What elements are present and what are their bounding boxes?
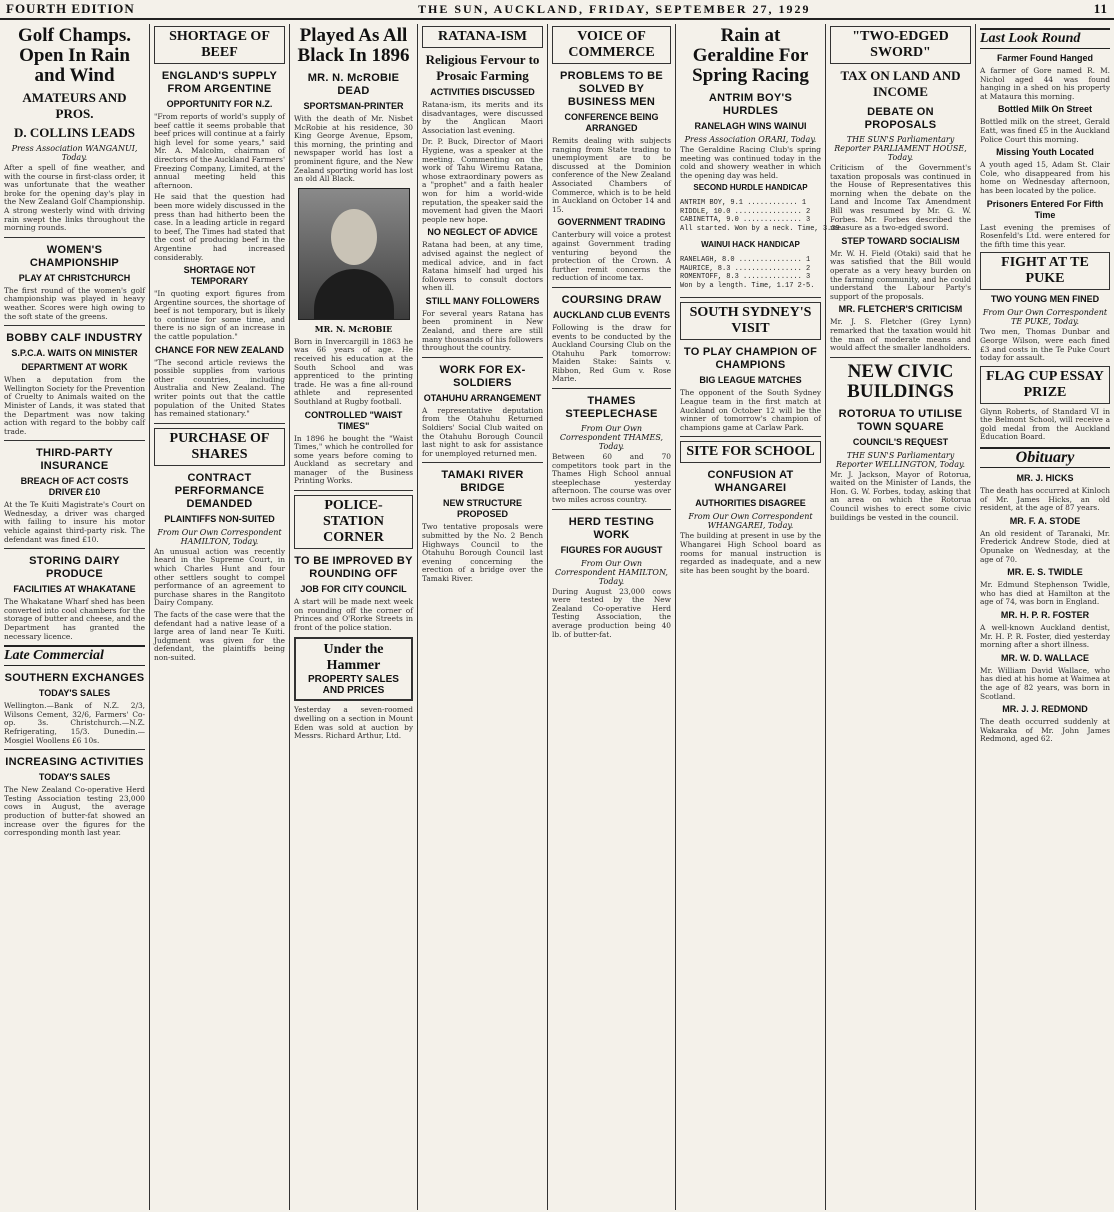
sydney-subhead-2: BIG LEAGUE MATCHES [699, 375, 802, 386]
coursing-headline: COURSING DRAW [561, 293, 662, 306]
sword-article-3: Mr. J. S. Fletcher (Grey Lynn) remarked that the taxation would hit the man of moderate means and would affect the smaller landholders. [830, 317, 971, 353]
ex-soldiers-subhead: OTAHUHU ARRANGEMENT [423, 392, 542, 403]
portrait-caption: MR. N. McROBIE [314, 323, 393, 334]
mcrobie-subhead-2: SPORTSMAN-PRINTER [303, 101, 404, 111]
shortage-subhead: SHORTAGE NOT TEMPORARY [183, 265, 256, 287]
te-puke-subhead: TWO YOUNG MEN FINED [990, 294, 1100, 305]
brief-1-title: Farmer Found Hanged [996, 53, 1093, 63]
commerce-article-1: Remits dealing with subjects ranging from State trading to unemployment are to be discussed at the Dominion conference of the New Zealand Associated Chambers of Commerce, which is to be held in Auckland on October 14 and 15. [552, 136, 671, 214]
last-look-title: Last Look Round [980, 28, 1110, 49]
police-headline: POLICE-STATION CORNER [294, 495, 413, 549]
beef-subhead: ENGLAND'S SUPPLY FROM ARGENTINE [161, 70, 278, 95]
portrait-photo [298, 188, 410, 320]
obit-2-name: MR. F. A. STODE [1009, 515, 1081, 526]
commerce-subhead-2: CONFERENCE BEING ARRANGED [564, 112, 659, 133]
hammer-box [294, 637, 413, 701]
brief-1-text: A farmer of Gore named R. M. Nichol aged 44 was found hanging in a shed on his property at Mataura this morning. [980, 66, 1110, 101]
beef-article-3: "In quoting export figures from Argentine sources, the shortage of beef is not temporary, but is likely to continue for some time, and there is no sign of an increase in the cattle population." [154, 289, 285, 342]
bobby-subhead-2: DEPARTMENT AT WORK [21, 362, 128, 373]
fletcher-subhead: MR. FLETCHER'S CRITICISM [838, 304, 963, 315]
civic-subhead: ROTORUA TO UTILISE TOWN SQUARE [838, 407, 963, 433]
page-number: 11 [1093, 1, 1108, 16]
golf-subhead: AMATEURS AND PROS. [22, 90, 127, 121]
women-subhead: PLAY AT CHRISTCHURCH [18, 272, 131, 283]
ex-soldiers-headline: WORK FOR EX-SOLDIERS [439, 363, 526, 389]
steeplechase-dateline: From Our Own Correspondent THAMES, Today. [559, 424, 664, 452]
masthead [0, 0, 1114, 20]
exchanges-subhead: TODAY'S SALES [38, 688, 111, 699]
ex-soldiers-article: A representative deputation from the Otahuhu Returned Soldiers' Social Club waited on the Otahuhu Borough Council last night to ask for assistance for unemployed returned men. [422, 405, 543, 458]
waist-times-subhead: CONTROLLED "WAIST TIMES" [304, 409, 403, 431]
wainui-results: RANELAGH, 8.0 ............... 1 MAURICE, 8.3 ................ 2 ROMENTOFF, 8.3 .............. 3 Won by a length. Time, 1.17 2-5. [680, 256, 815, 290]
sydney-headline: SOUTH SYDNEY'S VISIT [680, 302, 821, 340]
obit-3-name: MR. E. S. TWIDLE [1007, 567, 1083, 578]
column-2 [150, 24, 290, 1210]
obit-5-name: MR. W. D. WALLACE [1001, 652, 1089, 663]
followers-subhead: STILL MANY FOLLOWERS [425, 295, 540, 306]
sword-dateline: THE SUN'S Parliamentary Reporter PARLIAMENT HOUSE, Today. [834, 135, 967, 162]
sword-article-2: Mr. W. H. Field (Otaki) said that he was satisfied that the Bill would operate as a very heavy burden on the farming community, and he could understand the Labour Party's support of the proposals. [830, 248, 971, 301]
herd-dateline: From Our Own Correspondent HAMILTON, Today. [555, 558, 668, 586]
police-subhead: TO BE IMPROVED BY ROUNDING OFF [294, 555, 413, 581]
ratana-article-3: Ratana had been, at any time, advised against the neglect of medical advice, and in fact Ratana himself had urged his followers to consult doctors when ill. [422, 240, 543, 293]
bridge-headline: TAMAKI RIVER BRIDGE [441, 469, 524, 495]
hurdle-results: ANTRIM BOY, 9.1 ............ 1 RIDDLE, 10.0 ................ 2 CABINETTA, 9.0 .............. 3 All started. Won by a neck. Time, 3.39. [680, 199, 844, 233]
essay-article: Glynn Roberts, of Standard VI in the Belmont School, will receive a gold medal from the Auckland Education Board. [980, 406, 1110, 442]
steeplechase-headline: THAMES STEEPLECHASE [565, 395, 658, 421]
obit-2-text: An old resident of Taranaki, Mr. Frederick Andrew Stode, died at Opunake on Wednesday, at the age of 70. [980, 528, 1110, 564]
obit-1-name: MR. J. HICKS [1016, 473, 1074, 484]
coursing-article: Following is the draw for events to be conducted by the Auckland Coursing Club on the Otahuhu Park tomorrow: Maiden Stake: Saints v. Ribbon, Red Gum v. Rose Marie. [552, 322, 671, 384]
ratana-subhead-2: ACTIVITIES DISCUSSED [430, 87, 535, 97]
bobby-headline: BOBBY CALF INDUSTRY [6, 332, 143, 345]
commerce-article-2: Canterbury will voice a protest against Government trading venturing beyond the protection of the Crown. A further remit concerns the reduction of income tax. [552, 230, 671, 283]
newspaper-dateline: THE SUN, AUCKLAND, FRIDAY, SEPTEMBER 27, 1929 [417, 1, 811, 16]
gov-trading-subhead: GOVERNMENT TRADING [557, 217, 666, 228]
school-subhead-2: AUTHORITIES DISAGREE [695, 498, 806, 509]
bridge-subhead: NEW STRUCTURE PROPOSED [443, 498, 522, 520]
school-headline: SITE FOR SCHOOL [680, 441, 821, 463]
herd-headline: HERD TESTING WORK [568, 515, 655, 541]
chance-subhead: CHANCE FOR NEW ZEALAND [155, 344, 284, 355]
brief-2-title: Bottled Milk On Street [997, 104, 1092, 115]
bridge-article: Two tentative proposals were submitted by the No. 2 Bench Highways Council to the Otahuhu Borough Council last evening concerning the erection of a bridge over the Tamaki River. [422, 522, 543, 583]
school-subhead: CONFUSION AT WHANGAREI [707, 469, 794, 495]
obit-4-text: A well-known Auckland dentist, Mr. H. P. R. Foster, died yesterday morning after a short illness. [980, 623, 1110, 650]
school-article: The building at present in use by the Whangarei High School board as rooms for manual instruction is regarded as inadequate, and a new site has been sought by the board. [680, 531, 821, 575]
sword-headline: "TWO-EDGED SWORD" [830, 26, 971, 64]
brief-3-text: A youth aged 15, Adam St. Clair Cole, who disappeared from his home on Wednesday afternoon, has been located by the police. [980, 160, 1110, 195]
golf-headline: Golf Champs. Open In Rain and Wind [18, 25, 131, 86]
civic-article: Mr. J. Jackson, Mayor of Rotorua, waited on the Minister of Lands, the Hon. G. W. Forbes, today, asking that an area on which the Rotorua Council wishes to erect some civic buildings be vested in the council. [830, 469, 971, 522]
police-subhead-2: JOB FOR CITY COUNCIL [300, 584, 407, 595]
women-headline: WOMEN'S CHAMPIONSHIP [29, 243, 120, 269]
column-7 [826, 24, 976, 1210]
obit-1-text: The death has occurred at Kinloch of Mr. James Hicks, an old resident, at the age of 87 years. [980, 486, 1110, 513]
golf-subhead-2: D. COLLINS LEADS [13, 125, 135, 140]
column-3 [290, 24, 418, 1210]
racing-dateline: Press Association ORARI, Today. [684, 135, 817, 144]
bobby-subhead: S.P.C.A. WAITS ON MINISTER [11, 348, 138, 359]
column-8 [976, 24, 1114, 1210]
sword-subhead-2: DEBATE ON PROPOSALS [864, 106, 937, 131]
beef-headline: SHORTAGE OF BEEF [154, 26, 285, 64]
coursing-subhead: AUCKLAND CLUB EVENTS [553, 309, 670, 320]
insurance-subhead: BREACH OF ACT COSTS DRIVER £10 [20, 476, 129, 498]
school-dateline: From Our Own Correspondent WHANGAREI, Today. [688, 512, 813, 531]
hammer-title: Under the Hammer [323, 642, 384, 674]
shares-subhead-2: PLAINTIFFS NON-SUITED [164, 513, 275, 524]
obit-4-name: MR. H. P. R. FOSTER [1000, 610, 1090, 620]
insurance-headline: THIRD-PARTY INSURANCE [35, 447, 114, 473]
ratana-article-1: Ratana-ism, its merits and its disadvantages, were discussed by the Anglican Maori Association last evening. [422, 100, 543, 135]
civic-subhead-2: COUNCIL'S REQUEST [852, 436, 949, 447]
beef-article-4: "The second article reviews the possible supplies from various other countries, including Australia and New Zealand. The writer points out that the cattle population of the United States has remained stationary." [154, 357, 285, 419]
activities-subhead: TODAY'S SALES [38, 772, 111, 783]
commerce-headline: VOICE OF COMMERCE [552, 26, 671, 64]
column-5 [548, 24, 676, 1210]
column-4 [418, 24, 548, 1210]
mcrobie-headline: Played As All Black In 1896 [297, 25, 410, 66]
beef-subhead-2: OPPORTUNITY FOR N.Z. [166, 99, 273, 109]
sydney-subhead: TO PLAY CHAMPION OF CHAMPIONS [683, 346, 818, 372]
obit-5-text: Mr. William David Wallace, who has died at his home at Waimea at the age of 82 years, was born in Scotland. [980, 665, 1110, 701]
shares-subhead: CONTRACT PERFORMANCE DEMANDED [174, 471, 265, 510]
brief-4-text: Last evening the premises of Rosenfeld's Ltd. were entered for the fifth time this year. [980, 222, 1110, 249]
dairy-subhead: FACILITIES AT WHAKATANE [13, 584, 136, 595]
mcrobie-article-1: With the death of Mr. Nisbet McRobie at his residence, 30 King George Avenue, Epsom, this morning, the printing and newspaper world has lost a prominent figure, and the New Zealand sporting world has lost an old All Black. [294, 114, 413, 184]
brief-3-title: Missing Youth Located [996, 147, 1094, 158]
golf-dateline: Press Association WANGANUI, Today. [11, 144, 138, 162]
racing-article: The Geraldine Racing Club's spring meeting was continued today in the cold and showery weather in which the opening day was held. [680, 145, 821, 180]
racing-headline: Rain at Geraldine For Spring Racing [692, 25, 809, 86]
shares-article-2: The facts of the case were that the defendant had a native lease of a large area of land near Te Kuiti. Judgment was given for the defendant, the plaintiffs being non-suited. [154, 609, 285, 662]
te-puke-dateline: From Our Own Correspondent TE PUKE, Today. [982, 308, 1108, 327]
mcrobie-article-2: Born in Invercargill in 1863 he was 66 years of age. He received his education at the South School and was apprenticed to the printing trade. He was a fine all-round athlete and represented Southland at Rugby football. [294, 336, 413, 406]
dairy-headline: STORING DAIRY PRODUCE [29, 555, 120, 581]
column-6 [676, 24, 844, 1210]
bobby-article: When a deputation from the Wellington Society for the Prevention of Cruelty to Animals waited on the Minister of Lands, it was stated that the Department was now taking action with regard to the bobby calf trade. [4, 375, 145, 436]
racing-subhead: ANTRIM BOY'S HURDLES [708, 92, 793, 117]
mcrobie-article-3: In 1896 he bought the "Waist Times," which he controlled for some years before coming to Auckland as secretary and manager of the Business Printing Works. [294, 433, 413, 486]
ratana-subhead: Religious Fervour to Prosaic Farming [425, 52, 540, 83]
wainui-results-title: WAINUI HACK HANDICAP [701, 240, 800, 250]
te-puke-article: Two men, Thomas Dunbar and George Wilson, were each fined £3 and costs in the Te Puke Court today for assault. [980, 327, 1110, 363]
civic-headline: NEW CIVIC BUILDINGS [847, 360, 954, 402]
shares-dateline: From Our Own Correspondent HAMILTON, Today. [157, 527, 282, 546]
sword-subhead: TAX ON LAND AND INCOME [840, 68, 961, 99]
dairy-article: The Whakatane Wharf shed has been converted into cool chambers for the storage of butter and cheese, and the Department has granted the necessary licence. [4, 597, 145, 641]
hammer-article: Yesterday a seven-roomed dwelling on a section in Mount Eden was sold at auction by Messrs. Richard Arthur, Ltd. [294, 705, 413, 741]
beef-article-2: He said that the question had been more widely discussed in the press than had hitherto been the case. In a leading article in regard to beef, The Times had stated that the cost of producing beef in the Argentine had increased considerably. [154, 192, 285, 262]
brief-2-text: Bottled milk on the street, Gerald Eatt, was fined £5 in the Auckland Police Court this morning. [980, 117, 1110, 144]
racing-subhead-2: RANELAGH WINS WAINUI [694, 121, 807, 131]
ratana-article-4: For several years Ratana has been prominent in New Zealand, and there are still many thousands of his followers throughout the country. [422, 308, 543, 353]
police-article: A start will be made next week on rounding off the corner of Princes and O'Rorke Streets in front of the police station. [294, 597, 413, 632]
hurdle-results-title: SECOND HURDLE HANDICAP [693, 183, 808, 193]
insurance-article: At the Te Kuiti Magistrate's Court on Wednesday, a driver was charged with failing to insure his motor vehicle against third-party risk. The defendant was fined £10. [4, 500, 145, 544]
socialism-subhead: STEP TOWARD SOCIALISM [841, 235, 960, 246]
exchanges-article: Wellington.—Bank of N.Z. 2/3, Wilsons Cement, 32/6, Farmers' Co-op. 3s. Christchurch.—N.Z. Refrigerating, 15/3. Dunedin.—Mosgiel Woollens £6 10s. [4, 701, 145, 745]
commercial-section-title: Late Commercial [4, 645, 145, 666]
ratana-article-2: Dr. P. Buck, Director of Maori Hygiene, was a speaker at the meeting. Commenting on the work of Tahu Wiremu Ratana, whose extraordinary powers as a "prophet" and a faith healer won for him a world-wide reputation, the speaker said the movement had given the Maori people new hope. [422, 137, 543, 224]
obit-6-text: The death occurred suddenly at Wakaraka of Mr. John James Redmond, aged 62. [980, 717, 1110, 744]
obit-3-text: Mr. Edmund Stephenson Twidle, who has died at Hamilton at the age of 74, was born in England. [980, 580, 1110, 607]
obit-6-name: MR. J. J. REDMOND [1002, 704, 1088, 715]
ratana-headline: RATANA-ISM [422, 26, 543, 48]
sword-article-1: Criticism of the Government's taxation proposals was continued in the House of Representatives this morning when the debate on the Land and Income Tax Amendment Bill was resumed by Mr. G. W. Forbes. Mr. Forbes described the measure as a two-edged sword. [830, 163, 971, 233]
column-1 [0, 24, 150, 1210]
newspaper-page [0, 24, 1114, 1210]
shares-headline: PURCHASE OF SHARES [154, 428, 285, 466]
essay-headline: FLAG CUP ESSAY PRIZE [980, 366, 1110, 404]
te-puke-headline: FIGHT AT TE PUKE [980, 252, 1110, 290]
activities-headline: INCREASING ACTIVITIES [5, 756, 144, 769]
exchanges-headline: SOUTHERN EXCHANGES [4, 672, 145, 685]
beef-article-1: "From reports of world's supply of beef cattle it seems probable that beef prices will continue at a fairly high level for some years," said Mr. A. Malcolm, chairman of directors of the Auckland Farmers' Freezing Company, Limited, at the annual meeting held this afternoon. [154, 112, 285, 190]
women-article: The first round of the women's golf championship was played in heavy weather. Scores were high owing to the soft state of the greens. [4, 285, 145, 321]
commerce-subhead: PROBLEMS TO BE SOLVED BY BUSINESS MEN [559, 70, 663, 108]
sydney-article: The opponent of the South Sydney League team in the first match at Auckland on October 12 will be the winner of tomorrow's champion of champions game at Carlaw Park. [680, 388, 821, 432]
shares-article-1: An unusual action was recently heard in the Supreme Court, in which Charles Hunt and four other settlers sought to compel performance of an agreement to purchase shares in the Rangitoto Dairy Company. [154, 546, 285, 608]
hammer-subtitle: PROPERTY SALES AND PRICES [308, 674, 399, 697]
neglect-subhead: NO NEGLECT OF ADVICE [427, 227, 538, 238]
herd-subhead: FIGURES FOR AUGUST [560, 544, 663, 555]
obituary-title: Obituary [980, 447, 1110, 468]
herd-article: During August 23,000 cows were tested by the New Zealand Co-operative Herd Testing Association, the average production being 40 lb. of butter-fat. [552, 586, 671, 639]
golf-article: After a spell of fine weather, and with the course in first-class order, it was unfortunate that the weather broke for the opening day's play in the New Zealand Golf Championship. A strong westerly wind with driving rain swept the links throughout the morning rounds. [4, 163, 145, 233]
activities-article: The New Zealand Co-operative Herd Testing Association testing 23,000 cows in August, the average production of butter-fat showed an increase over the figures for the corresponding month last year. [4, 785, 145, 838]
mcrobie-subhead: MR. N. McROBIE DEAD [307, 72, 400, 97]
civic-dateline: THE SUN'S Parliamentary Reporter WELLINGTON, Today. [836, 450, 965, 469]
brief-4-title: Prisoners Entered For Fifth Time [986, 198, 1104, 220]
steeplechase-article: Between 60 and 70 competitors took part in the Thames High School annual steeplechase yesterday afternoon. The course was over two miles across country. [552, 452, 671, 505]
edition-label: FOURTH EDITION [6, 1, 135, 16]
